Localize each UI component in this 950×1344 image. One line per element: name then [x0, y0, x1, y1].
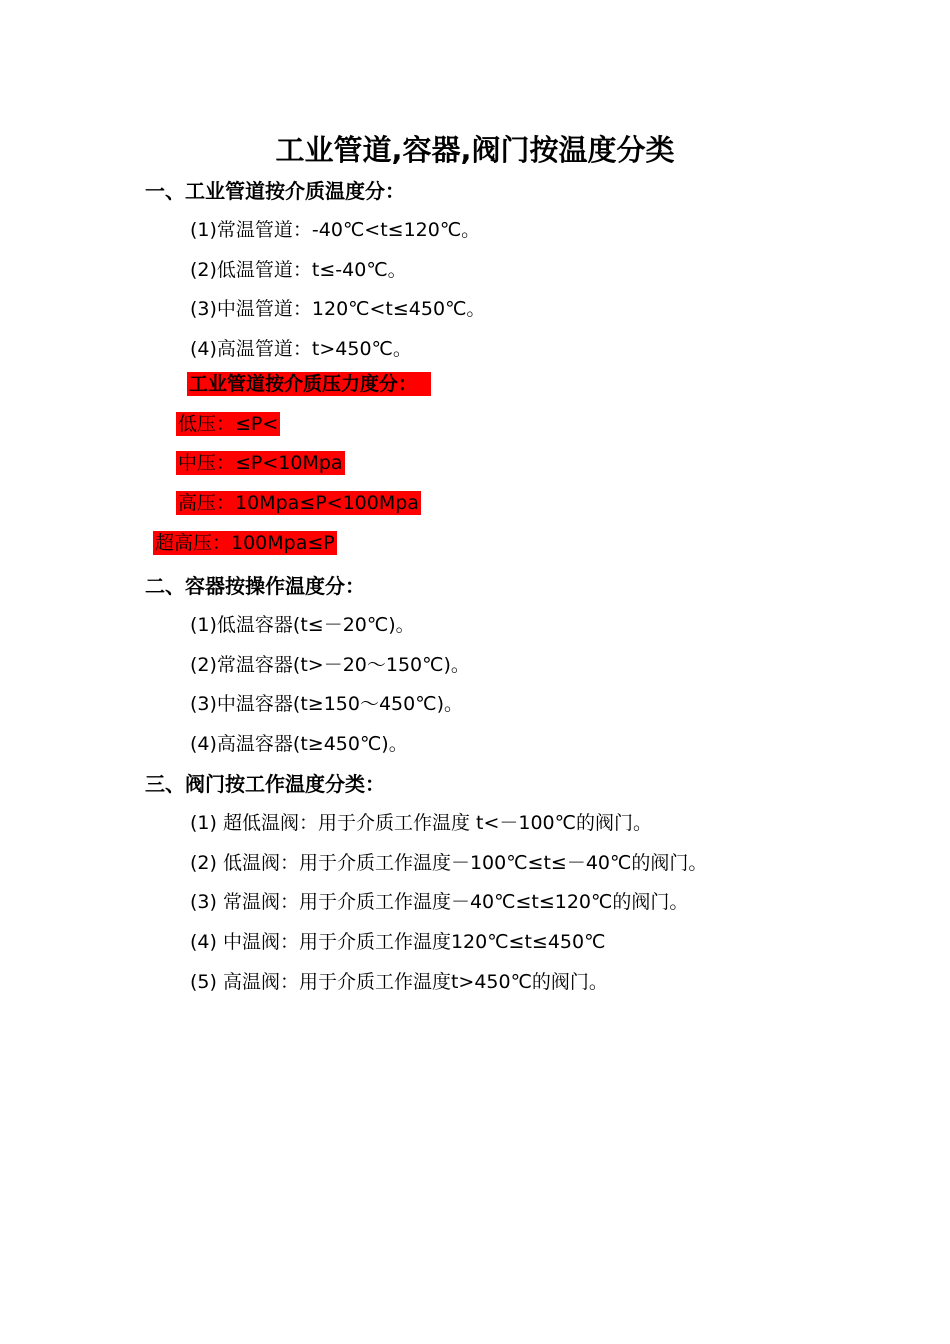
section-heading-valve-temperature: 三、阀门按工作温度分类：: [145, 772, 385, 796]
list-item: (2)低温管道：t≤-40℃。: [190, 259, 407, 281]
section-heading-vessel-temperature: 二、容器按操作温度分：: [145, 574, 365, 598]
section-heading-pipe-temperature: 一、工业管道按介质温度分：: [145, 179, 405, 203]
pressure-item-highlight: 超高压：100Mpa≤P: [155, 532, 335, 554]
list-item: (1) 超低温阀：用于介质工作温度 t<－100℃的阀门。: [190, 812, 652, 834]
list-item: (2)常温容器(t>－20～150℃)。: [190, 654, 470, 676]
pressure-item-highlight: 高压：10Mpa≤P<100Mpa: [178, 492, 419, 514]
list-item: (2) 低温阀：用于介质工作温度－100℃≤t≤－40℃的阀门。: [190, 852, 708, 874]
list-item: (4)高温管道：t>450℃。: [190, 338, 412, 360]
pressure-heading-highlight: 工业管道按介质压力度分：: [187, 372, 431, 396]
list-item: (1)低温容器(t≤－20℃)。: [190, 614, 415, 636]
list-item: (4)高温容器(t≥450℃)。: [190, 733, 408, 755]
list-item: (5) 高温阀：用于介质工作温度t>450℃的阀门。: [190, 971, 608, 993]
list-item: (3)中温容器(t≥150～450℃)。: [190, 693, 463, 715]
pressure-item-highlight: 低压：≤P<: [178, 413, 279, 435]
pressure-item-highlight: 中压：≤P<10Mpa: [178, 452, 343, 474]
list-item: (3) 常温阀：用于介质工作温度－40℃≤t≤120℃的阀门。: [190, 891, 689, 913]
list-item: (3)中温管道：120℃<t≤450℃。: [190, 298, 486, 320]
page-title: 工业管道,容器,阀门按温度分类: [275, 133, 675, 167]
list-item: (4) 中温阀：用于介质工作温度120℃≤t≤450℃: [190, 931, 606, 953]
list-item: (1)常温管道：-40℃<t≤120℃。: [190, 219, 481, 241]
